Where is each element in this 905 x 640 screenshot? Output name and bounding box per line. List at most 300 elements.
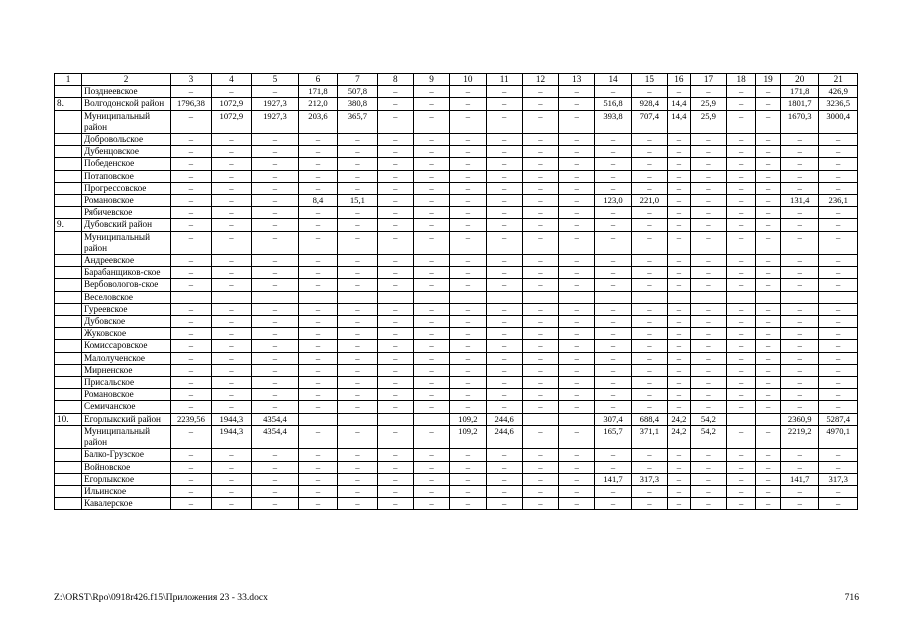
table-row	[55, 389, 858, 401]
value-cell: –	[667, 328, 690, 340]
value-cell: –	[486, 255, 522, 267]
value-cell: –	[667, 219, 690, 231]
value-cell: –	[522, 207, 558, 219]
value-cell: –	[819, 389, 858, 401]
value-cell: –	[298, 146, 337, 158]
value-cell: –	[486, 485, 522, 497]
value-cell: 4354,4	[252, 425, 299, 448]
row-number-cell	[55, 279, 82, 291]
value-cell: –	[252, 316, 299, 328]
value-cell: –	[522, 182, 558, 194]
value-cell: –	[819, 377, 858, 389]
column-header: 3	[171, 74, 211, 86]
value-cell: –	[595, 449, 631, 461]
value-cell: –	[413, 461, 449, 473]
value-cell: –	[338, 425, 377, 448]
value-cell: 54,2	[690, 413, 726, 425]
table-row	[55, 255, 858, 267]
table-row	[55, 98, 858, 110]
value-cell: –	[338, 316, 377, 328]
value-cell: 2239,56	[171, 413, 211, 425]
value-cell: –	[252, 134, 299, 146]
table-row	[55, 473, 858, 485]
value-cell: –	[781, 340, 819, 352]
row-number-cell	[55, 182, 82, 194]
row-number-cell	[55, 473, 82, 485]
territory-name-cell: Комиссаровское	[81, 340, 170, 352]
value-cell: –	[450, 449, 486, 461]
column-header: 6	[298, 74, 337, 86]
table-row	[55, 170, 858, 182]
value-cell: –	[690, 485, 726, 497]
value-cell: –	[377, 340, 413, 352]
value-cell: –	[522, 425, 558, 448]
value-cell: –	[450, 352, 486, 364]
territory-name-cell: Войновское	[81, 461, 170, 473]
row-number-cell	[55, 364, 82, 376]
value-cell: –	[486, 389, 522, 401]
data-table	[54, 73, 858, 510]
value-cell: –	[727, 340, 756, 352]
table-row	[55, 316, 858, 328]
value-cell: –	[171, 498, 211, 510]
table-row	[55, 352, 858, 364]
value-cell	[781, 291, 819, 303]
value-cell: –	[819, 352, 858, 364]
row-number-cell	[55, 146, 82, 158]
value-cell: –	[727, 134, 756, 146]
value-cell: –	[559, 170, 595, 182]
value-cell: –	[413, 303, 449, 315]
column-header: 16	[667, 74, 690, 86]
value-cell: –	[727, 158, 756, 170]
territory-name-cell: Дубенцовское	[81, 146, 170, 158]
value-cell: 171,8	[781, 86, 819, 98]
value-cell: –	[631, 134, 667, 146]
value-cell: –	[595, 498, 631, 510]
value-cell: –	[252, 231, 299, 254]
table-row	[55, 195, 858, 207]
value-cell	[690, 291, 726, 303]
value-cell: –	[667, 473, 690, 485]
value-cell: –	[377, 425, 413, 448]
value-cell: –	[522, 401, 558, 413]
table-row	[55, 340, 858, 352]
value-cell: –	[522, 146, 558, 158]
value-cell: –	[450, 86, 486, 98]
value-cell: –	[756, 303, 781, 315]
value-cell: –	[690, 340, 726, 352]
value-cell: –	[756, 207, 781, 219]
value-cell: –	[756, 267, 781, 279]
value-cell	[559, 291, 595, 303]
value-cell: –	[559, 485, 595, 497]
value-cell: –	[819, 328, 858, 340]
value-cell: 123,0	[595, 195, 631, 207]
value-cell	[377, 413, 413, 425]
value-cell: –	[819, 401, 858, 413]
value-cell: –	[781, 352, 819, 364]
footer-page-number: 716	[844, 592, 859, 603]
value-cell: –	[377, 158, 413, 170]
value-cell: –	[819, 364, 858, 376]
value-cell: –	[819, 498, 858, 510]
value-cell: –	[298, 461, 337, 473]
territory-name-cell: Гуреевское	[81, 303, 170, 315]
value-cell: –	[756, 195, 781, 207]
value-cell: –	[211, 401, 251, 413]
value-cell: 14,4	[667, 110, 690, 133]
value-cell: –	[727, 364, 756, 376]
value-cell: –	[667, 461, 690, 473]
value-cell: –	[690, 449, 726, 461]
value-cell: –	[595, 146, 631, 158]
column-header: 9	[413, 74, 449, 86]
value-cell: –	[171, 207, 211, 219]
value-cell: –	[252, 352, 299, 364]
value-cell: 131,4	[781, 195, 819, 207]
value-cell: –	[690, 86, 726, 98]
value-cell: –	[690, 473, 726, 485]
territory-name-cell: Веселовское	[81, 291, 170, 303]
value-cell: –	[756, 449, 781, 461]
value-cell: –	[413, 182, 449, 194]
value-cell: –	[631, 207, 667, 219]
value-cell	[171, 291, 211, 303]
value-cell: –	[667, 498, 690, 510]
value-cell: –	[667, 303, 690, 315]
value-cell: –	[727, 110, 756, 133]
value-cell: 244,6	[486, 413, 522, 425]
row-number-cell	[55, 195, 82, 207]
value-cell: –	[211, 146, 251, 158]
value-cell: –	[252, 389, 299, 401]
value-cell: –	[667, 86, 690, 98]
value-cell: –	[631, 377, 667, 389]
value-cell: –	[781, 449, 819, 461]
value-cell: –	[595, 485, 631, 497]
value-cell: –	[211, 170, 251, 182]
value-cell: –	[781, 267, 819, 279]
value-cell: 15,1	[338, 195, 377, 207]
value-cell: –	[559, 182, 595, 194]
value-cell: –	[756, 170, 781, 182]
value-cell: –	[522, 498, 558, 510]
value-cell: –	[171, 182, 211, 194]
value-cell: –	[756, 389, 781, 401]
value-cell: –	[781, 231, 819, 254]
value-cell: –	[631, 316, 667, 328]
value-cell: –	[377, 364, 413, 376]
value-cell: –	[595, 267, 631, 279]
value-cell: 109,2	[450, 413, 486, 425]
value-cell: –	[377, 219, 413, 231]
column-header: 10	[450, 74, 486, 86]
value-cell: –	[338, 279, 377, 291]
value-cell: –	[667, 207, 690, 219]
value-cell: –	[377, 110, 413, 133]
value-cell: –	[819, 158, 858, 170]
value-cell: –	[559, 267, 595, 279]
value-cell: –	[727, 146, 756, 158]
value-cell: –	[595, 303, 631, 315]
value-cell: –	[450, 389, 486, 401]
value-cell: –	[559, 255, 595, 267]
value-cell: –	[727, 182, 756, 194]
value-cell: –	[522, 267, 558, 279]
value-cell: 1072,9	[211, 110, 251, 133]
value-cell: –	[211, 340, 251, 352]
value-cell: –	[559, 195, 595, 207]
value-cell: 380,8	[338, 98, 377, 110]
value-cell: –	[450, 255, 486, 267]
value-cell: –	[377, 389, 413, 401]
value-cell: –	[413, 110, 449, 133]
value-cell: –	[781, 146, 819, 158]
value-cell: –	[450, 267, 486, 279]
value-cell: –	[450, 485, 486, 497]
value-cell: –	[690, 303, 726, 315]
row-number-cell	[55, 231, 82, 254]
value-cell: –	[781, 158, 819, 170]
value-cell: –	[522, 461, 558, 473]
value-cell: –	[690, 231, 726, 254]
value-cell: –	[522, 340, 558, 352]
value-cell: –	[756, 98, 781, 110]
value-cell: –	[338, 449, 377, 461]
value-cell: –	[559, 134, 595, 146]
value-cell: –	[171, 425, 211, 448]
value-cell: –	[522, 110, 558, 133]
row-number-cell	[55, 110, 82, 133]
territory-name-cell: Жуковское	[81, 328, 170, 340]
value-cell: –	[377, 255, 413, 267]
value-cell: –	[595, 401, 631, 413]
value-cell: –	[338, 207, 377, 219]
value-cell: 426,9	[819, 86, 858, 98]
value-cell: 507,8	[338, 86, 377, 98]
value-cell: –	[298, 279, 337, 291]
value-cell: –	[667, 255, 690, 267]
value-cell: –	[450, 195, 486, 207]
value-cell: –	[727, 352, 756, 364]
value-cell	[667, 291, 690, 303]
value-cell: –	[486, 328, 522, 340]
value-cell: –	[171, 255, 211, 267]
value-cell: –	[756, 110, 781, 133]
value-cell: –	[338, 231, 377, 254]
value-cell: –	[211, 158, 251, 170]
row-number-cell: 10.	[55, 413, 82, 425]
value-cell: –	[413, 207, 449, 219]
value-cell: –	[171, 110, 211, 133]
table-row	[55, 86, 858, 98]
value-cell: –	[756, 352, 781, 364]
value-cell: –	[522, 473, 558, 485]
value-cell: –	[377, 461, 413, 473]
table-row	[55, 498, 858, 510]
value-cell: –	[690, 219, 726, 231]
value-cell: –	[450, 279, 486, 291]
value-cell: –	[781, 401, 819, 413]
value-cell: –	[781, 279, 819, 291]
value-cell: 1927,3	[252, 98, 299, 110]
value-cell: 1670,3	[781, 110, 819, 133]
value-cell: –	[252, 182, 299, 194]
value-cell: –	[171, 389, 211, 401]
value-cell: 393,8	[595, 110, 631, 133]
value-cell: 165,7	[595, 425, 631, 448]
value-cell: –	[522, 255, 558, 267]
value-cell: 24,2	[667, 425, 690, 448]
value-cell: –	[486, 110, 522, 133]
value-cell: –	[252, 195, 299, 207]
value-cell: –	[595, 316, 631, 328]
value-cell: –	[631, 279, 667, 291]
table-row	[55, 158, 858, 170]
value-cell: –	[631, 485, 667, 497]
value-cell: –	[338, 146, 377, 158]
value-cell: –	[171, 86, 211, 98]
table-row	[55, 364, 858, 376]
value-cell: –	[298, 316, 337, 328]
value-cell	[727, 413, 756, 425]
value-cell: –	[781, 498, 819, 510]
table-row	[55, 303, 858, 315]
value-cell: –	[211, 328, 251, 340]
value-cell: 365,7	[338, 110, 377, 133]
column-header: 1	[55, 74, 82, 86]
value-cell	[450, 291, 486, 303]
value-cell: –	[595, 279, 631, 291]
value-cell: –	[298, 158, 337, 170]
value-cell: –	[559, 461, 595, 473]
value-cell: –	[595, 364, 631, 376]
value-cell: –	[450, 340, 486, 352]
row-number-cell	[55, 86, 82, 98]
value-cell: –	[486, 195, 522, 207]
value-cell: –	[559, 473, 595, 485]
value-cell: –	[559, 377, 595, 389]
value-cell: –	[690, 146, 726, 158]
row-number-cell	[55, 207, 82, 219]
value-cell: –	[559, 498, 595, 510]
value-cell: –	[667, 267, 690, 279]
value-cell: –	[252, 401, 299, 413]
territory-name-cell: Муниципальный район	[81, 425, 170, 448]
value-cell: –	[756, 425, 781, 448]
value-cell: –	[559, 231, 595, 254]
value-cell: –	[595, 182, 631, 194]
territory-name-cell: Дубовский район	[81, 219, 170, 231]
value-cell: –	[298, 328, 337, 340]
value-cell: –	[781, 316, 819, 328]
value-cell: –	[595, 328, 631, 340]
value-cell: –	[756, 340, 781, 352]
value-cell: –	[486, 207, 522, 219]
value-cell: –	[413, 134, 449, 146]
row-number-cell: 8.	[55, 98, 82, 110]
value-cell: –	[522, 170, 558, 182]
value-cell: –	[756, 328, 781, 340]
value-cell: –	[690, 364, 726, 376]
value-cell: –	[756, 485, 781, 497]
value-cell: –	[756, 86, 781, 98]
value-cell: –	[377, 195, 413, 207]
value-cell: –	[338, 377, 377, 389]
value-cell: –	[690, 195, 726, 207]
value-cell: –	[559, 110, 595, 133]
value-cell: –	[667, 158, 690, 170]
value-cell: –	[450, 461, 486, 473]
value-cell: 236,1	[819, 195, 858, 207]
value-cell: –	[486, 401, 522, 413]
value-cell: –	[450, 98, 486, 110]
value-cell: 2219,2	[781, 425, 819, 448]
column-header: 4	[211, 74, 251, 86]
value-cell: –	[522, 352, 558, 364]
territory-name-cell: Кавалерское	[81, 498, 170, 510]
value-cell: –	[631, 340, 667, 352]
value-cell: 1801,7	[781, 98, 819, 110]
value-cell: –	[756, 146, 781, 158]
value-cell: –	[338, 485, 377, 497]
column-header: 7	[338, 74, 377, 86]
value-cell: –	[298, 340, 337, 352]
value-cell	[413, 413, 449, 425]
value-cell: –	[338, 255, 377, 267]
value-cell: –	[690, 267, 726, 279]
territory-name-cell: Присальское	[81, 377, 170, 389]
value-cell: –	[252, 461, 299, 473]
value-cell	[559, 413, 595, 425]
value-cell: –	[781, 461, 819, 473]
value-cell: –	[631, 231, 667, 254]
value-cell: –	[595, 377, 631, 389]
value-cell: –	[377, 303, 413, 315]
value-cell: –	[522, 219, 558, 231]
value-cell: 3000,4	[819, 110, 858, 133]
table-row	[55, 461, 858, 473]
value-cell: –	[631, 86, 667, 98]
value-cell: –	[486, 170, 522, 182]
value-cell: –	[450, 316, 486, 328]
value-cell: 54,2	[690, 425, 726, 448]
row-number-cell	[55, 352, 82, 364]
value-cell: 1796,38	[171, 98, 211, 110]
value-cell: –	[377, 207, 413, 219]
table-row	[55, 291, 858, 303]
territory-name-cell: Дубовское	[81, 316, 170, 328]
value-cell: –	[252, 86, 299, 98]
value-cell: –	[486, 86, 522, 98]
value-cell: –	[171, 449, 211, 461]
value-cell: –	[413, 364, 449, 376]
value-cell: –	[690, 498, 726, 510]
row-number-cell: 9.	[55, 219, 82, 231]
value-cell: –	[631, 364, 667, 376]
value-cell: 14,4	[667, 98, 690, 110]
value-cell: 203,6	[298, 110, 337, 133]
value-cell: –	[690, 389, 726, 401]
value-cell: 307,4	[595, 413, 631, 425]
value-cell: –	[486, 146, 522, 158]
value-cell: –	[377, 146, 413, 158]
value-cell: –	[413, 316, 449, 328]
value-cell: –	[559, 328, 595, 340]
value-cell	[595, 291, 631, 303]
value-cell: –	[559, 364, 595, 376]
